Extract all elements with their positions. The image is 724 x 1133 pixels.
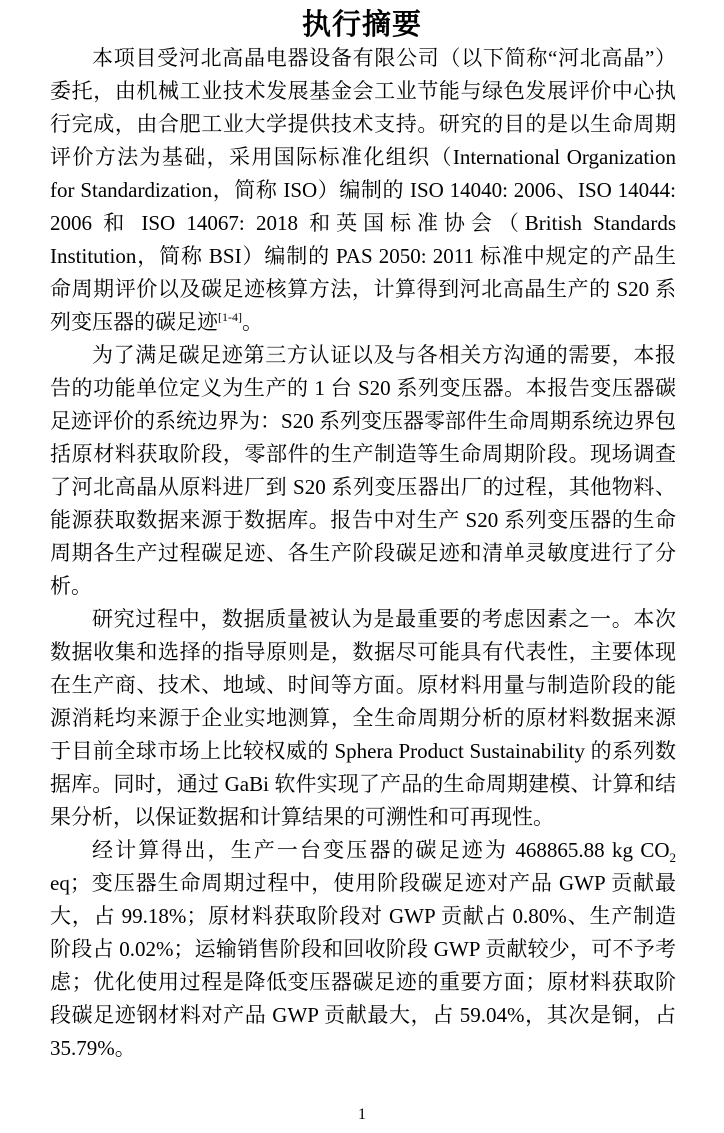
text-run: 经计算得出，生产一台变压器的碳足迹为 468865.88 kg CO — [92, 838, 670, 862]
page-number: 1 — [358, 1106, 366, 1123]
subscript: 2 — [669, 850, 676, 866]
paragraph-results — [50, 834, 676, 1065]
paragraph-data-quality — [50, 603, 676, 834]
text-run: 为了满足碳足迹第三方认证以及与各相关方沟通的需要，本报告的功能单位定义为生产的 1 台 S20 系列变压器。本报告变压器碳足迹评价的系统边界为：S20 系列变压器零部件生命周期系统边界包括原材料获取阶段，零部件的生产制造等生命周期阶段。现场调查了河北高晶从原料进厂到 S20 系列变压器出厂的过程，其他物料、能源获取数据来源于数据库。报告中对生产 S20 系列变压器的生命周期各生产过程碳足迹、各生产阶段碳足迹和清单灵敏度进行了分析。 — [50, 343, 676, 598]
citation-superscript: [1-4] — [218, 310, 242, 324]
page-title: 执行摘要 — [301, 9, 422, 41]
text-run: eq；变压器生命周期过程中，使用阶段碳足迹对产品 GWP 贡献最大，占 99.18%；原材料获取阶段对 GWP 贡献占 0.80%、生产制造阶段占 0.02%；运输销售阶段和回收阶段 GWP 贡献较少，可不予考虑；优化使用过程是降低变压器碳足迹的重要方面；原材料获取阶段碳足迹钢材料对产品 GWP 贡献最大，占 59.04%，其次是铜，占 35.79%。 — [50, 871, 676, 1060]
document-body — [0, 42, 724, 1065]
paragraph-intro — [50, 42, 676, 339]
paragraph-functional-unit — [50, 339, 676, 603]
text-run: 。 — [242, 310, 263, 334]
text-run: 本项目受河北高晶电器设备有限公司（以下简称“河北高晶”）委托，由机械工业技术发展基金会工业节能与绿色发展评价中心执行完成，由合肥工业大学提供技术支持。研究的目的是以生命周期评价方法为基础，采用国际标准化组织（International Organization for Standardization，简称 ISO）编制的 ISO 14040: 2006、ISO 14044: 2006 和 ISO 14067: 2018 和英国标准协会（British Standards Institution，简称 BSI）编制的 PAS 2050: 2011 标准中规定的产品生命周期评价以及碳足迹核算方法，计算得到河北高晶生产的 S20 系列变压器的碳足迹 — [50, 46, 676, 334]
text-run: 研究过程中，数据质量被认为是最重要的考虑因素之一。本次数据收集和选择的指导原则是，数据尽可能具有代表性，主要体现在生产商、技术、地域、时间等方面。原材料用量与制造阶段的能源消耗均来源于企业实地测算，全生命周期分析的原材料数据来源于目前全球市场上比较权威的 Sphera Product Sustainability 的系列数据库。同时，通过 GaBi 软件实现了产品的生命周期建模、计算和结果分析，以保证数据和计算结果的可溯性和可再现性。 — [50, 607, 676, 829]
